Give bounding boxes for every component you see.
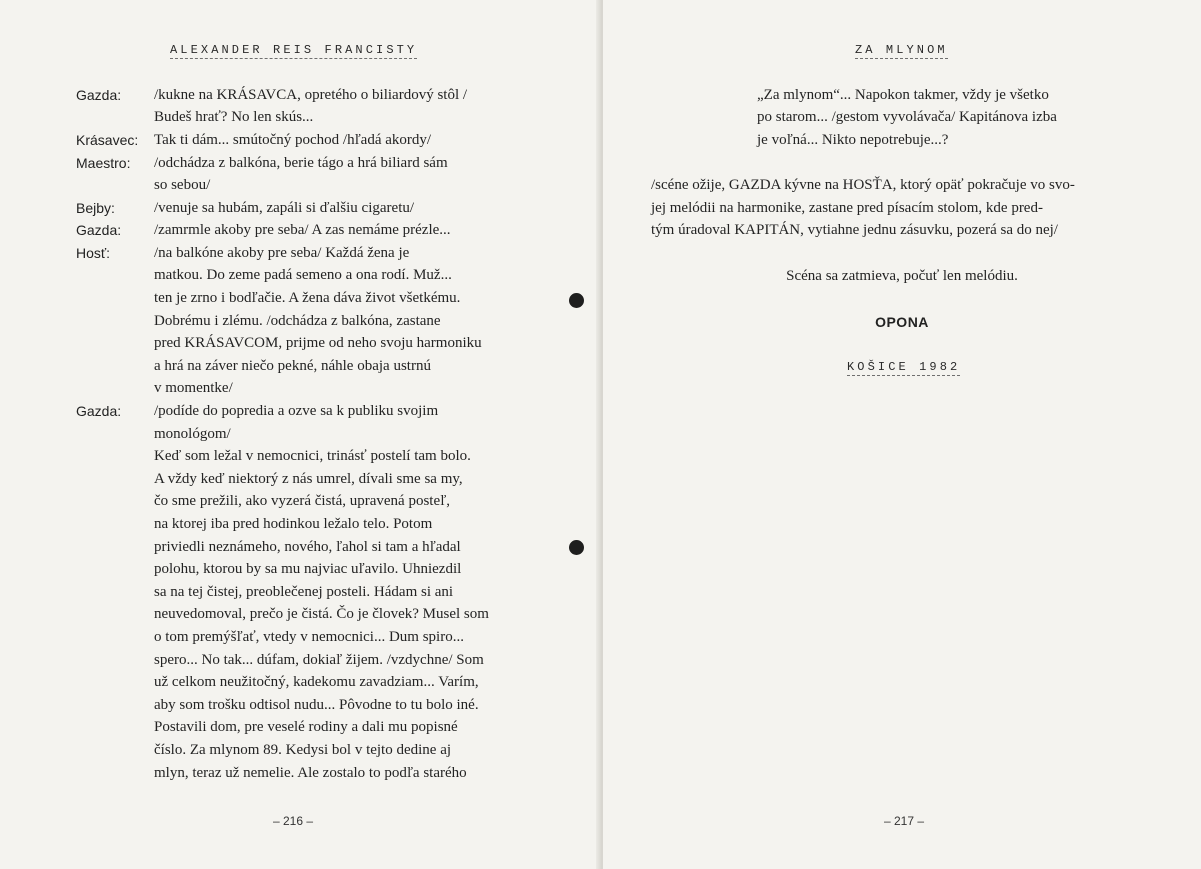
- text-line: so sebou/: [154, 177, 211, 193]
- place-date: KOŠICE 1982: [847, 360, 961, 374]
- text-line: je voľná... Nikto nepotrebuje...?: [757, 132, 949, 148]
- speaker-label: Gazda:: [76, 222, 122, 238]
- text-line: ten je zrno i bodľačie. A žena dáva život všetkému.: [154, 290, 461, 306]
- text-line: mlyn, teraz už nemelie. Ale zostalo to podľa starého: [154, 765, 467, 781]
- text-line: spero... No tak... dúfam, dokiaľ žijem. /vzdychne/ Som: [154, 652, 484, 668]
- text-line: /zamrmle akoby pre seba/ A zas nemáme prézle...: [154, 222, 451, 238]
- left-page: [0, 0, 600, 869]
- speaker-label: Maestro:: [76, 155, 131, 171]
- text-line: matkou. Do zeme padá semeno a ona rodí. Muž...: [154, 267, 452, 283]
- text-line: po starom... /gestom vyvolávača/ Kapitánova izba: [757, 109, 1057, 125]
- text-line: monológom/: [154, 426, 231, 442]
- text-line: Postavili dom, pre veselé rodiny a dali mu popisné: [154, 719, 458, 735]
- right-running-head: ZA MLYNOM: [855, 43, 948, 57]
- text-line: polohu, ktorou by sa mu najviac uľavilo. Uhniezdil: [154, 561, 462, 577]
- scene-end-line: Scéna sa zatmieva, počuť len melódiu.: [786, 268, 1018, 284]
- text-line: sa na tej čistej, preoblečenej posteli. Hádam si ani: [154, 584, 454, 600]
- speaker-label: Krásavec:: [76, 132, 139, 148]
- stage-direction-line: tým úradoval KAPITÁN, vytiahne jednu zásuvku, pozerá sa do nej/: [651, 222, 1058, 238]
- text-line: v momentke/: [154, 380, 233, 396]
- text-line: /podíde do popredia a ozve sa k publiku svojim: [154, 403, 439, 419]
- left-running-head: ALEXANDER REIS FRANCISTY: [170, 43, 418, 57]
- text-line: /venuje sa hubám, zapáli si ďalšiu cigaretu/: [154, 200, 415, 216]
- text-line: Budeš hrať? No len skús...: [154, 109, 314, 125]
- binder-hole: [569, 293, 584, 308]
- text-line: a hrá na záver niečo pekné, náhle obaja ustrnú: [154, 358, 431, 374]
- text-line: /odchádza z balkóna, berie tágo a hrá biliard sám: [154, 155, 448, 171]
- text-line: Tak ti dám... smútočný pochod /hľadá akordy/: [154, 132, 432, 148]
- stage-direction-line: /scéne ožije, GAZDA kývne na HOSŤA, ktorý opäť pokračuje vo svo-: [651, 177, 1075, 193]
- text-line: /na balkóne akoby pre seba/ Každá žena je: [154, 245, 410, 261]
- speaker-label: Gazda:: [76, 87, 122, 103]
- text-line: o tom premýšľať, vtedy v nemocnici... Dum spiro...: [154, 629, 464, 645]
- text-line: čo sme prežili, ako vyzerá čistá, upravená posteľ,: [154, 493, 450, 509]
- right-page: [603, 0, 1201, 869]
- text-line: na ktorej iba pred hodinkou ležalo telo. Potom: [154, 516, 433, 532]
- page-number: – 216 –: [273, 814, 314, 828]
- text-line: neuvedomoval, prečo je čistá. Čo je človek? Musel som: [154, 606, 489, 622]
- text-line: už celkom neužitočný, kadekomu zavadziam... Varím,: [154, 674, 479, 690]
- text-line: aby som trošku odtisol nudu... Pôvodne to tu bolo iné.: [154, 697, 479, 713]
- text-line: „Za mlynom“... Napokon takmer, vždy je všetko: [757, 87, 1049, 103]
- curtain-heading: OPONA: [875, 314, 929, 330]
- text-line: A vždy keď niektorý z nás umrel, dívali sme sa my,: [154, 471, 463, 487]
- text-line: Keď som ležal v nemocnici, trinásť postelí tam bolo.: [154, 448, 471, 464]
- text-line: /kukne na KRÁSAVCA, opretého o biliardový stôl /: [154, 87, 468, 103]
- page-number: – 217 –: [884, 814, 925, 828]
- text-line: pred KRÁSAVCOM, prijme od neho svoju harmoniku: [154, 335, 482, 351]
- binder-hole: [569, 540, 584, 555]
- text-line: priviedli neznámeho, nového, ľahol si tam a hľadal: [154, 539, 461, 555]
- stage-direction-line: jej melódii na harmonike, zastane pred písacím stolom, kde pred-: [651, 200, 1043, 216]
- speaker-label: Hosť:: [76, 245, 111, 261]
- speaker-label: Gazda:: [76, 403, 122, 419]
- text-line: Dobrému i zlému. /odchádza z balkóna, zastane: [154, 313, 441, 329]
- text-line: číslo. Za mlynom 89. Kedysi bol v tejto dedine aj: [154, 742, 452, 758]
- speaker-label: Bejby:: [76, 200, 115, 216]
